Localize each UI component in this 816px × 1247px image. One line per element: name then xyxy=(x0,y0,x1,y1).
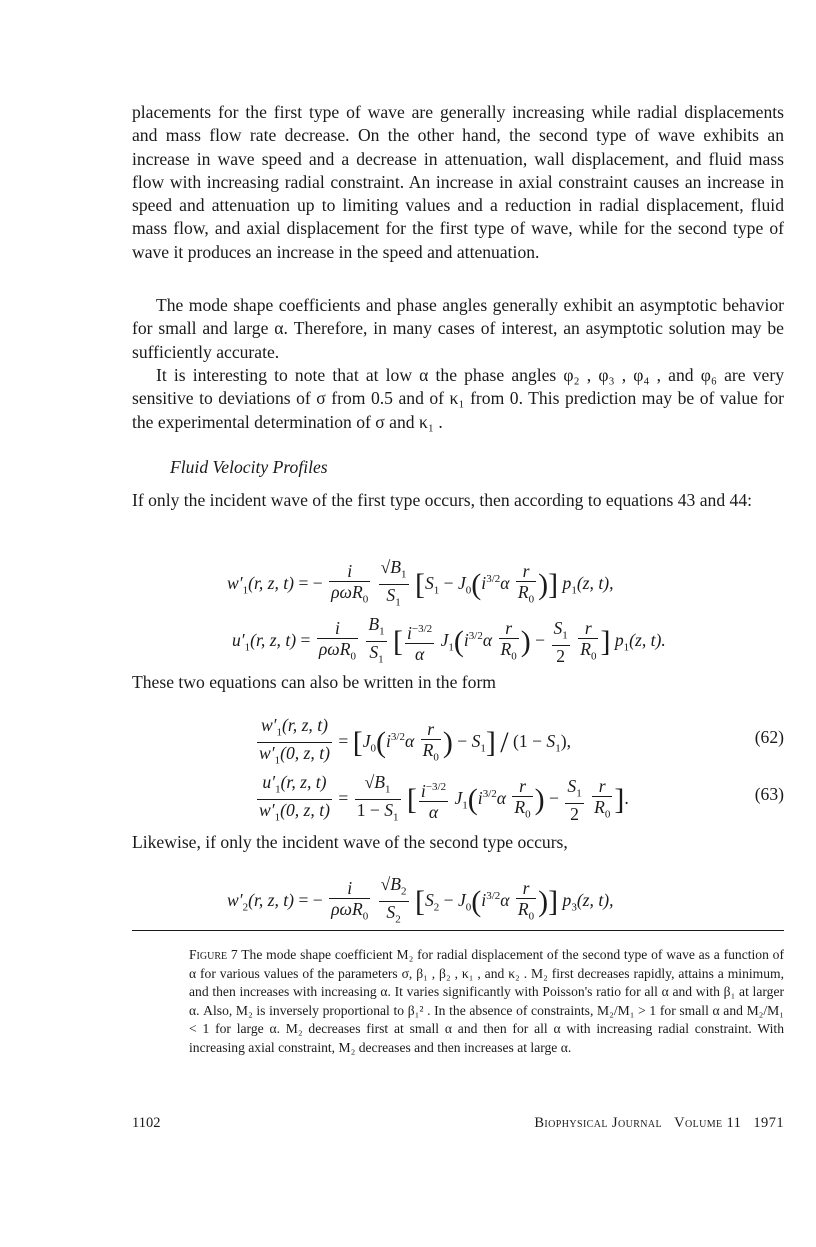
journal-year: 1971 xyxy=(753,1115,784,1131)
paragraph-6-text: Likewise, if only the incident wave of the second type occurs, xyxy=(132,832,568,852)
paragraph-3-text: It is interesting to note that at low α the phase angles φ₂ , φ₃ , φ₄ , and φ₆ are very sensitive to deviations of σ from 0.5 and of κ₁ from 0. This prediction may be of value for the experimental determination of σ and κ₁ . xyxy=(132,365,784,432)
equation-63-number: (63) xyxy=(754,784,784,804)
paragraph-3 xyxy=(132,364,784,434)
equation-62-number: (62) xyxy=(754,727,784,747)
equation-u1: $u'_1(r$, z, t) = $\frac{i}{\rho\omega R_0}$ $\frac{B_1}{S_1}$ [ $\frac{i^{-3/2}}{\alpha}$ $J_1(i^{3/2}\alpha$ $\frac{r}{R_0}$ ) − $\frac{S_1}{2}$ $\frac{r}{R_0}$ ] $p_1(z$, t). xyxy=(232,613,666,667)
section-heading: Fluid Velocity Profiles xyxy=(170,457,328,477)
equation-63: $\frac{u'_1(r, z, t)}{w'_1(0, z, t)}$ = $\frac{√B_1}{1 - S_1}$ [ $\frac{i^{-3/2}}{\alpha}$ $J_1(i^{3/2}\alpha$ $\frac{r}{R_0}$ ) − $\frac{S_1}{2}$ $\frac{r}{R_0}$ ]. (63) xyxy=(259,771,784,825)
caption-divider xyxy=(132,930,784,931)
paragraph-5-text: These two equations can also be written in the form xyxy=(132,672,496,692)
page-number: 1102 xyxy=(132,1115,161,1131)
journal-volume: Volume 11 xyxy=(674,1115,742,1131)
paragraph-4 xyxy=(132,489,784,512)
paragraph-1 xyxy=(132,101,784,264)
caption-text: The mode shape coefficient M₂ for radial displacement of the second type of wave as a function of α for various values of the parameters σ, β₁ , β₂ , κ₁ , and κ₂ . M₂ first decreases rapidly, attains a minimum, and then increases with increasing α. It varies significantly with Poisson's ratio for all α and with β₁ at larger α. Also, M₂ is inversely proportional to β₁² . In the absence of constraints, M₂/M₁ > 1 for small α and M₂/M₁ < 1 for large α. M₂ decreases first at small α and then for all α with increasing radial constraint. With increasing axial constraint, M₂ decreases and then increases at large α. xyxy=(189,947,784,1055)
equation-w2: $w'_2(r$, z, t) = − $\frac{i}{\rho\omega R_0}$ $\frac{√B_2}{S_2}$ [$S_2 - J_0(i^{3/2}\alpha$ $\frac{r}{R_0}$ )] $p_3(z$, t), xyxy=(227,873,614,926)
paragraph-2-text: The mode shape coefficients and phase angles generally exhibit an asymptotic behavior for small and large α. Therefore, in many cases of interest, an asymptotic solution may be sufficiently accurate. xyxy=(132,295,784,362)
paragraph-4-text: If only the incident wave of the first type occurs, then according to equations 43 and 44: xyxy=(132,490,752,510)
paragraph-5 xyxy=(132,671,784,694)
equation-62: $\frac{w'_1(r, z, t)}{w'_1(0, z, t)}$ = [$J_0(i^{3/2}\alpha$ $\frac{r}{R_0}$ ) − $S_1] / (1 - S_1)$, (62) xyxy=(259,714,784,767)
journal-name: Biophysical Journal xyxy=(534,1115,663,1131)
equation-w1: $w'_1(r$, z, t) = − $\frac{i}{\rho\omega R_0}$ $\frac{√B_1}{S_1}$ [$S_1 - J_0(i^{3/2}\alpha$ $\frac{r}{R_0}$ )] $p_1(z$, t), xyxy=(227,556,614,609)
figure-caption xyxy=(189,946,784,1057)
running-footer xyxy=(534,1115,784,1132)
paragraph-2 xyxy=(132,294,784,364)
caption-label: Figure 7 xyxy=(189,947,238,962)
paragraph-6 xyxy=(132,831,784,854)
paragraph-1-text: placements for the first type of wave are generally increasing while radial displacements and mass flow rate decrease. On the other hand, the second type of wave exhibits an increase in wave speed and a decrease in attenuation, wall displacement, and fluid mass flow with increasing radial constraint. An increase in axial constraint causes an increase in speed and attenuation up to limiting values and a reduction in radial displacement, fluid mass flow, and axial displacement for the first type of wave, while for the second type of wave it produces an increase in the speed and attenuation. xyxy=(132,102,784,262)
